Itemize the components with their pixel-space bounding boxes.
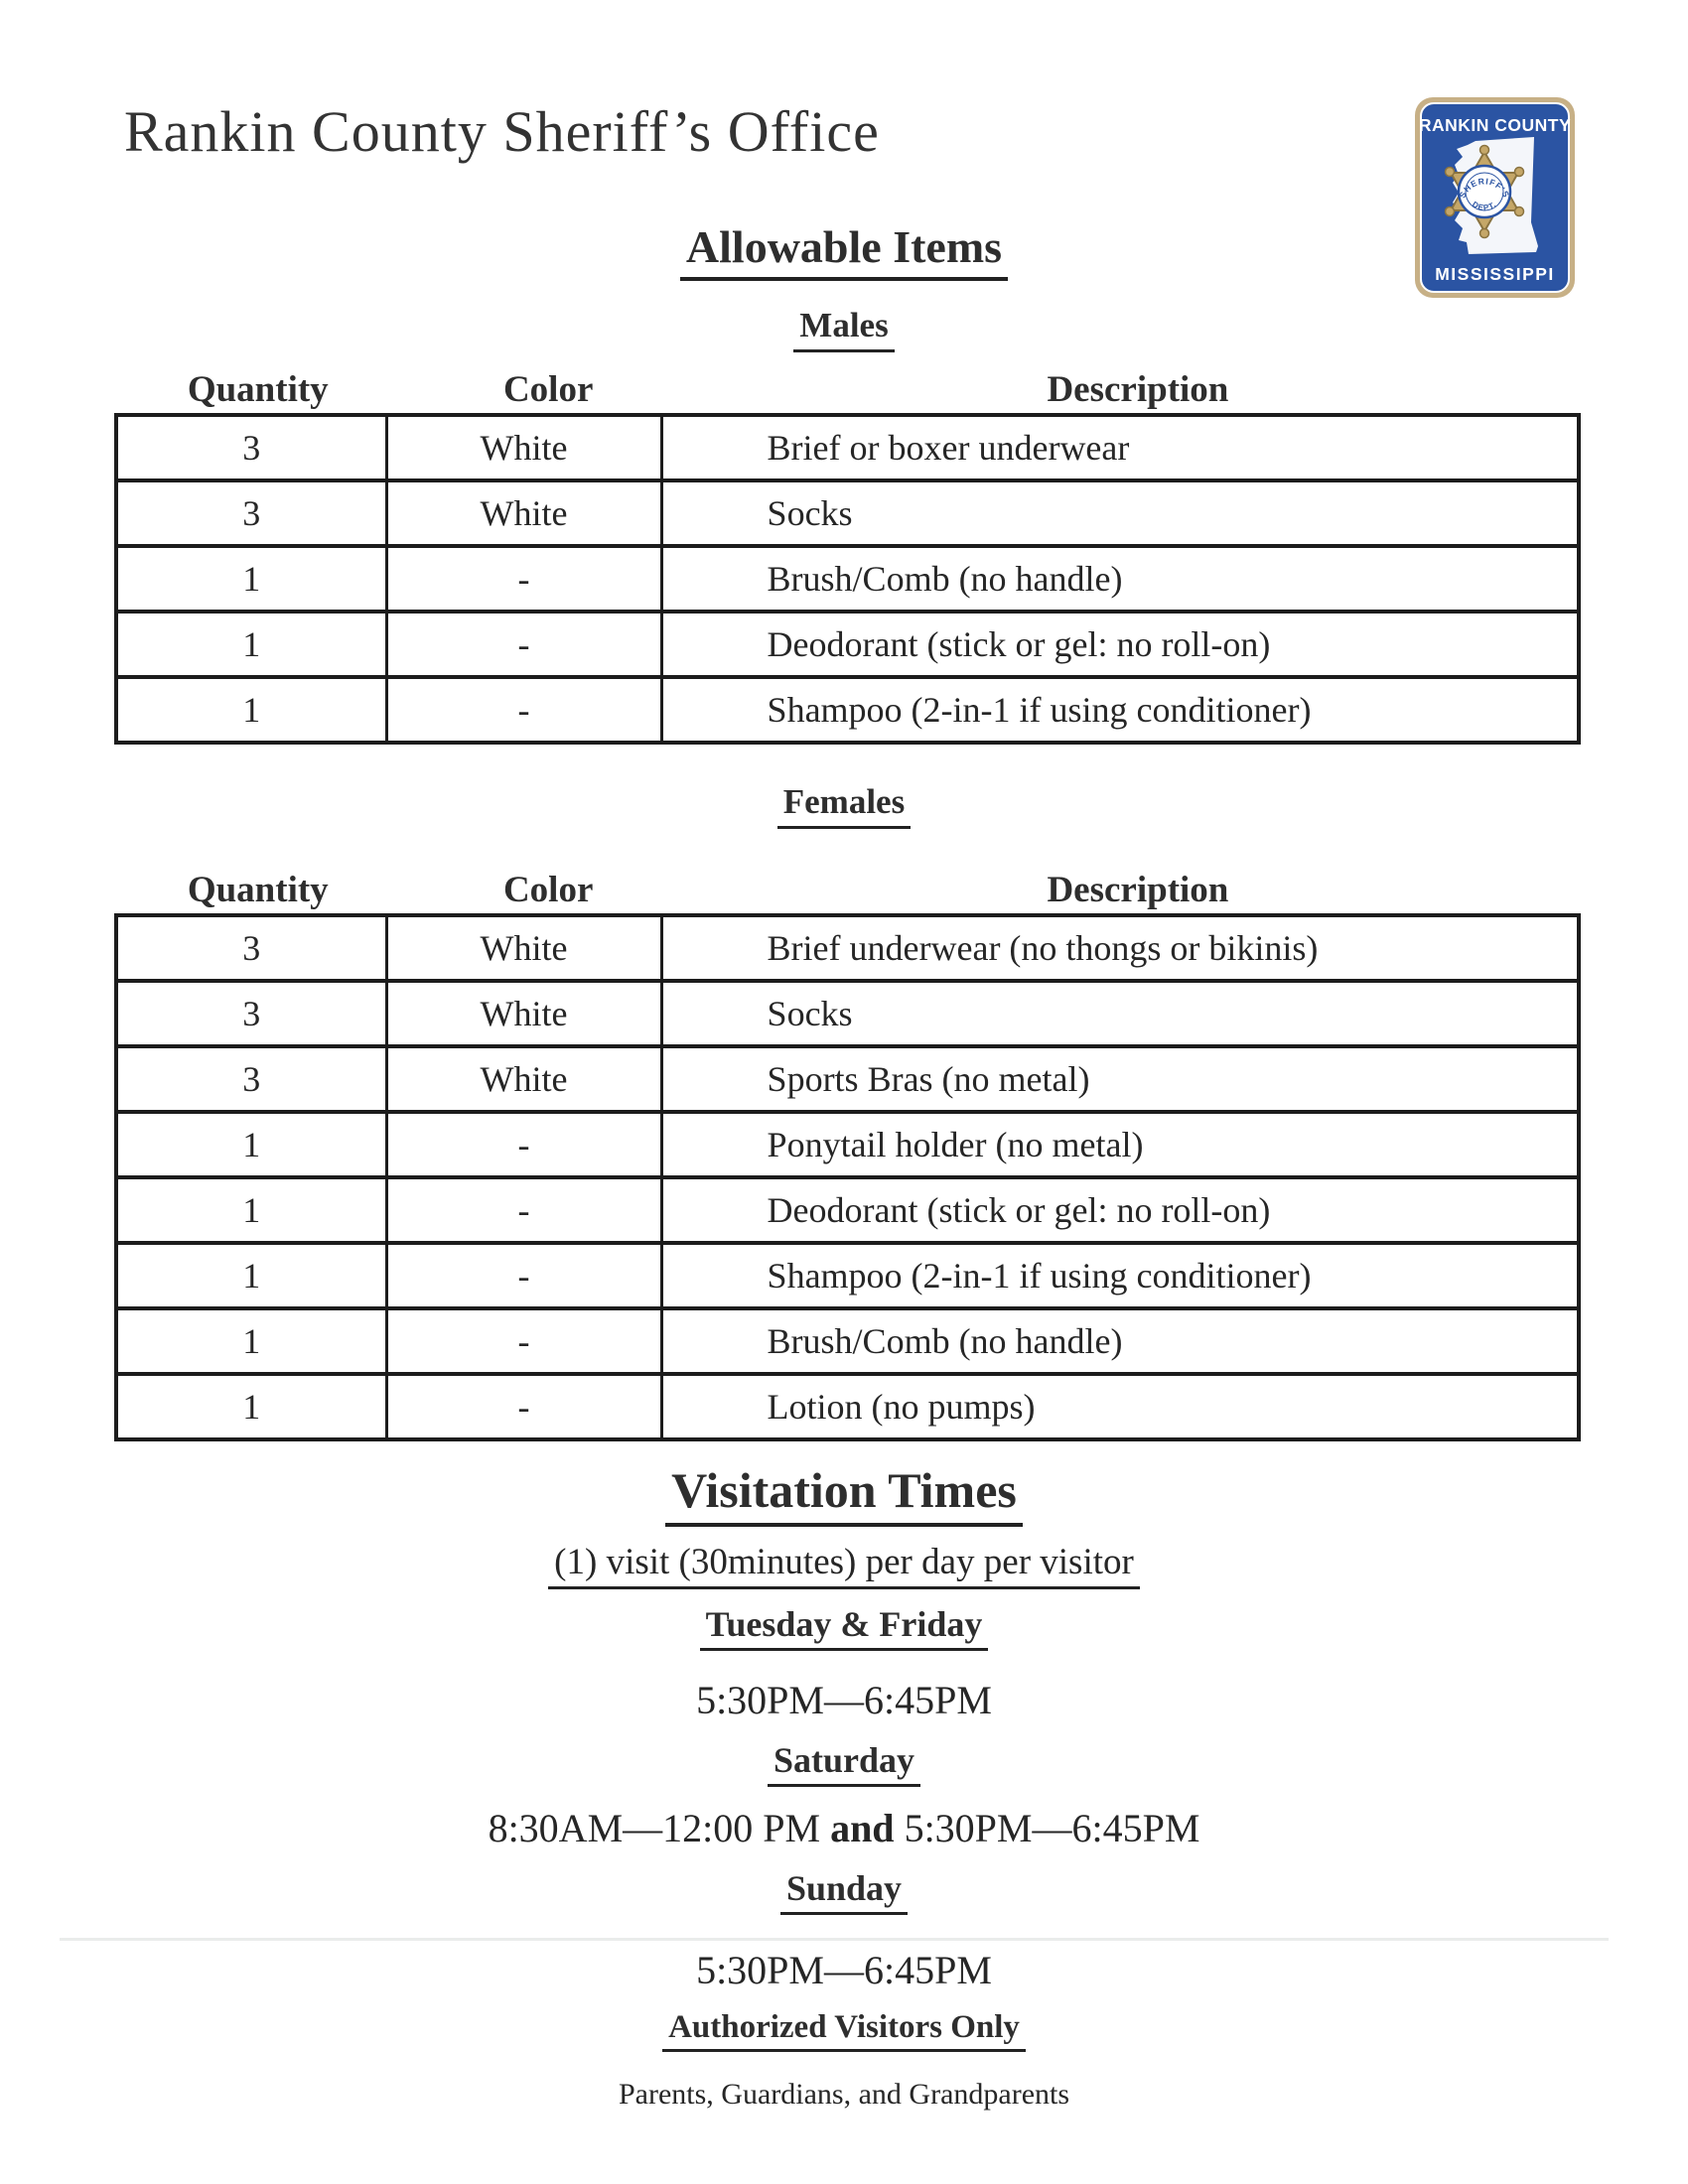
males-items-table xyxy=(114,413,1581,745)
description-cell: Brief or boxer underwear xyxy=(661,415,1579,480)
tuesday-friday-label: Tuesday & Friday xyxy=(700,1603,989,1651)
column-header-description: Description xyxy=(1047,869,1229,910)
table-row xyxy=(116,1374,1579,1439)
quantity-cell: 1 xyxy=(116,1112,386,1177)
table-row xyxy=(116,1177,1579,1243)
saturday-row xyxy=(0,1739,1688,1787)
females-items-table xyxy=(114,913,1581,1441)
tuesday-friday-time: 5:30PM—6:45PM xyxy=(696,1677,992,1722)
description-cell: Brush/Comb (no handle) xyxy=(661,1308,1579,1374)
table-row xyxy=(116,915,1579,981)
males-heading: Males xyxy=(793,306,894,352)
visitation-heading: Visitation Times xyxy=(665,1461,1023,1527)
table-row xyxy=(116,1112,1579,1177)
sunday-time: 5:30PM—6:45PM xyxy=(696,1947,992,1992)
females-column-headers xyxy=(114,869,1581,911)
table-row xyxy=(116,1308,1579,1374)
females-heading: Females xyxy=(777,782,911,829)
authorized-visitors-list: Parents, Guardians, and Grandparents xyxy=(618,2077,1070,2111)
visitation-rule: (1) visit (30minutes) per day per visitor xyxy=(548,1541,1140,1589)
table-row xyxy=(116,677,1579,743)
visitation-rule-row xyxy=(0,1541,1688,1589)
description-cell: Deodorant (stick or gel: no roll-on) xyxy=(661,1177,1579,1243)
table-row xyxy=(116,981,1579,1046)
color-cell: White xyxy=(386,1046,661,1112)
description-cell: Socks xyxy=(661,981,1579,1046)
quantity-cell: 1 xyxy=(116,1243,386,1308)
description-cell: Deodorant (stick or gel: no roll-on) xyxy=(661,612,1579,677)
saturday-evening-time: 5:30PM—6:45PM xyxy=(904,1805,1200,1850)
sunday-row xyxy=(0,1867,1688,1915)
males-column-headers xyxy=(114,368,1581,411)
quantity-cell: 1 xyxy=(116,1374,386,1439)
color-cell: White xyxy=(386,415,661,480)
table-row xyxy=(116,1243,1579,1308)
description-cell: Shampoo (2-in-1 if using conditioner) xyxy=(661,1243,1579,1308)
quantity-cell: 3 xyxy=(116,415,386,480)
column-header-color: Color xyxy=(502,869,594,910)
quantity-cell: 3 xyxy=(116,915,386,981)
color-cell: - xyxy=(386,546,661,612)
column-header-color: Color xyxy=(502,368,594,410)
star-top-text: SHERIFF'S xyxy=(1457,176,1512,201)
description-cell: Lotion (no pumps) xyxy=(661,1374,1579,1439)
quantity-cell: 1 xyxy=(116,1308,386,1374)
allowable-items-heading: Allowable Items xyxy=(680,220,1008,281)
saturday-times xyxy=(0,1805,1688,1851)
quantity-cell: 3 xyxy=(116,981,386,1046)
description-cell: Brief underwear (no thongs or bikinis) xyxy=(661,915,1579,981)
description-cell: Ponytail holder (no metal) xyxy=(661,1112,1579,1177)
star-bottom-text: DEPT. xyxy=(1471,200,1498,212)
quantity-cell: 1 xyxy=(116,1177,386,1243)
description-cell: Brush/Comb (no handle) xyxy=(661,546,1579,612)
saturday-label: Saturday xyxy=(768,1739,920,1787)
color-cell: - xyxy=(386,1112,661,1177)
tuesday-friday-row xyxy=(0,1603,1688,1651)
column-header-quantity: Quantity xyxy=(187,869,329,910)
table-row xyxy=(116,546,1579,612)
sheriff-badge-logo xyxy=(1413,95,1577,300)
table-row xyxy=(116,1046,1579,1112)
sunday-label: Sunday xyxy=(780,1867,908,1915)
color-cell: - xyxy=(386,1374,661,1439)
color-cell: White xyxy=(386,480,661,546)
quantity-cell: 1 xyxy=(116,612,386,677)
color-cell: - xyxy=(386,1177,661,1243)
column-header-description: Description xyxy=(1047,368,1229,410)
description-cell: Sports Bras (no metal) xyxy=(661,1046,1579,1112)
quantity-cell: 1 xyxy=(116,546,386,612)
color-cell: - xyxy=(386,1243,661,1308)
males-heading-row xyxy=(0,306,1688,352)
badge-top-text: RANKIN COUNTY xyxy=(1418,115,1572,135)
badge-bottom-text: MISSISSIPPI xyxy=(1435,264,1555,284)
females-heading-row xyxy=(0,782,1688,829)
table-row xyxy=(116,612,1579,677)
scan-artifact xyxy=(60,1938,1609,1941)
authorized-visitors-heading: Authorized Visitors Only xyxy=(662,2009,1026,2052)
visitation-heading-row xyxy=(0,1461,1688,1527)
table-row xyxy=(116,415,1579,480)
description-cell: Socks xyxy=(661,480,1579,546)
color-cell: - xyxy=(386,677,661,743)
description-cell: Shampoo (2-in-1 if using conditioner) xyxy=(661,677,1579,743)
page-title: Rankin County Sheriff’s Office xyxy=(124,99,880,164)
column-header-quantity: Quantity xyxy=(187,368,329,410)
authorized-visitors-row xyxy=(0,2009,1688,2052)
quantity-cell: 1 xyxy=(116,677,386,743)
color-cell: - xyxy=(386,612,661,677)
color-cell: White xyxy=(386,981,661,1046)
saturday-morning-time: 8:30AM—12:00 PM xyxy=(488,1805,821,1850)
color-cell: White xyxy=(386,915,661,981)
quantity-cell: 3 xyxy=(116,1046,386,1112)
color-cell: - xyxy=(386,1308,661,1374)
table-row xyxy=(116,480,1579,546)
saturday-connector: and xyxy=(830,1805,895,1850)
quantity-cell: 3 xyxy=(116,480,386,546)
